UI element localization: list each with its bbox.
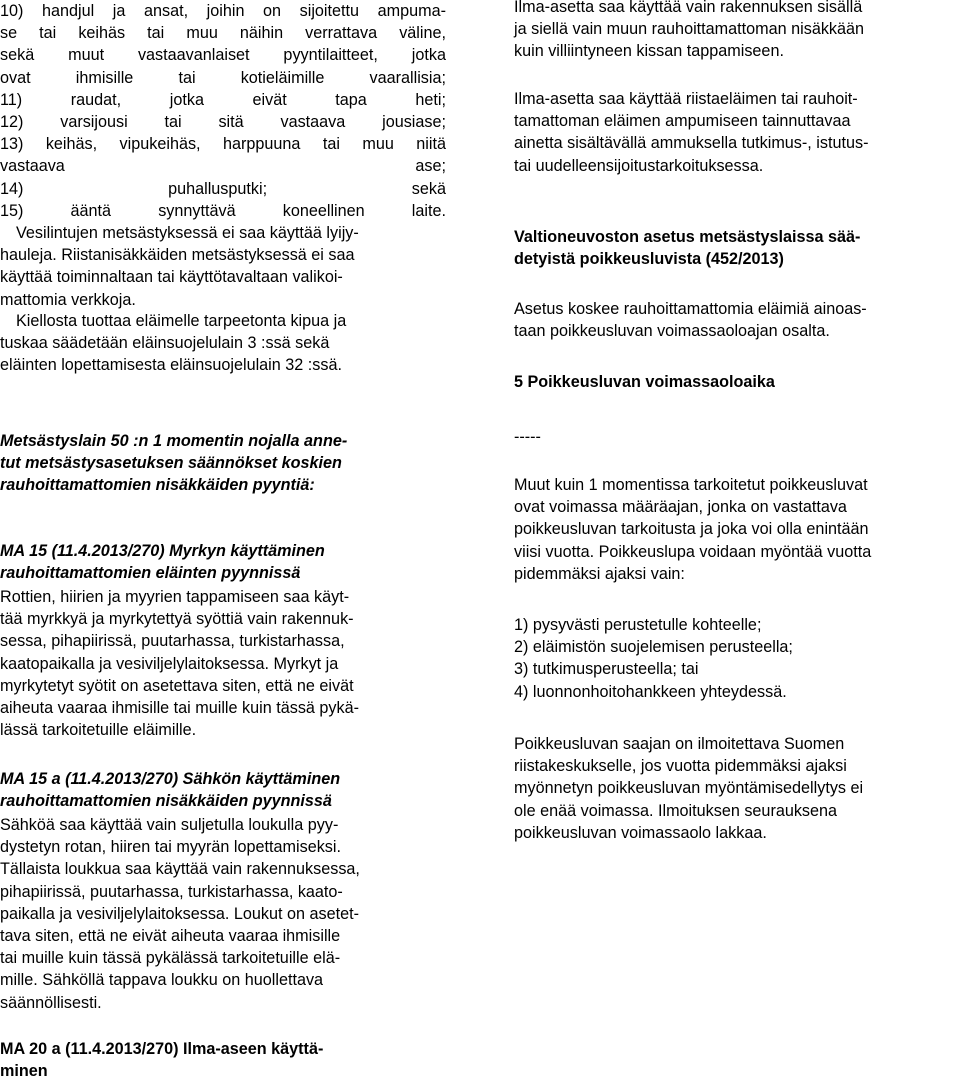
heading-line: MA 20 a (11.4.2013/270) Ilma-aseen käyttä- bbox=[0, 1040, 324, 1058]
paragraph-line: Kiellosta tuottaa eläimelle tarpeetonta kipua ja bbox=[16, 312, 347, 330]
list-line: 14) puhallusputki; sekä bbox=[0, 179, 446, 198]
ma15-heading bbox=[0, 540, 446, 584]
paragraph-line: tamattoman eläimen ampumiseen tainnuttavaa bbox=[514, 112, 851, 131]
heading-line: MA 15 a (11.4.2013/270) Sähkön käyttäminen bbox=[0, 770, 341, 788]
paragraph-line: Poikkeusluvan saajan on ilmoitettava Suomen bbox=[514, 735, 845, 753]
list-line: 11) raudat, jotka eivät tapa heti; bbox=[0, 90, 446, 109]
list-item: 1) pysyvästi perustetulle kohteelle; bbox=[514, 616, 762, 634]
list-line: se tai keihäs tai muu näihin verrattava väline, bbox=[0, 24, 446, 43]
paragraph-line: hauleja. Riistanisäkkäiden metsästyksessä ei saa bbox=[0, 246, 355, 265]
ma15a-heading bbox=[0, 768, 446, 812]
list-item: 3) tutkimusperusteella; tai bbox=[514, 660, 699, 679]
list-line: 10) handjul ja ansat, joihin on sijoitettu ampuma- bbox=[0, 2, 446, 20]
paragraph-line: tai muille kuin tässä pykälässä tarkoitetuille elä- bbox=[0, 949, 341, 968]
decree-scope-paragraph bbox=[514, 298, 960, 342]
paragraph-line: mille. Sähköllä tappava loukku on huollettava bbox=[0, 971, 324, 990]
paragraph-line: ja siellä vain muun rauhoittamattoman nisäkkään bbox=[514, 20, 865, 39]
paragraph-line: sessa, pihapiirissä, puutarhassa, turkistarhassa, bbox=[0, 632, 345, 651]
paragraph-line: Muut kuin 1 momentissa tarkoitetut poikkeusluvat bbox=[514, 476, 868, 494]
paragraph-line: Vesilintujen metsästyksessä ei saa käyttää lyijy- bbox=[16, 224, 359, 242]
paragraph-line: paikalla ja vesiviljelylaitoksessa. Loukut on asetet- bbox=[0, 904, 360, 923]
paragraph-line: Tällaista loukkua saa käyttää vain rakennuksessa, bbox=[0, 860, 360, 879]
paragraph-line: pidemmäksi ajaksi vain: bbox=[514, 564, 685, 583]
ma15-body bbox=[0, 586, 446, 741]
paragraph-line: Asetus koskee rauhoittamattomia eläimiä ainoas- bbox=[514, 300, 867, 318]
paragraph-line: myrkytetyt syötit on asetettava siten, että ne eivät bbox=[0, 676, 354, 695]
paragraph-line: lässä tarkoitetuille eläimille. bbox=[0, 721, 197, 740]
section-50-heading bbox=[0, 430, 446, 497]
paragraph-line: taan poikkeusluvan voimassaoloajan osalta. bbox=[514, 322, 830, 341]
heading-line: Metsästyslain 50 :n 1 momentin nojalla anne- bbox=[0, 432, 348, 450]
government-decree-heading bbox=[514, 226, 960, 270]
paragraph-line: tai uudelleensijoitustarkoituksessa. bbox=[514, 156, 764, 175]
list-item: 2) eläimistön suojelemisen perusteella; bbox=[514, 638, 793, 657]
paragraph-line: kaatopaikalla ja vesiviljelylaitoksessa. Myrkyt ja bbox=[0, 654, 339, 673]
paragraph-line: kuin villiintyneen kissan tappamiseen. bbox=[514, 42, 784, 61]
heading-line: tut metsästysasetuksen säännökset koskien bbox=[0, 454, 342, 473]
omission-dashes bbox=[514, 426, 960, 448]
paragraph-line: eläinten lopettamisesta eläinsuojelulain 32 :ssä. bbox=[0, 356, 342, 375]
validity-paragraph bbox=[514, 474, 960, 585]
paragraph-line: ainetta sisältävällä ammuksella tutkimus-, istutus- bbox=[514, 134, 869, 153]
paragraph-line: aiheuta vaaraa ihmisille tai muille kuin tässä pykä- bbox=[0, 699, 359, 718]
notification-paragraph bbox=[514, 733, 960, 844]
paragraph-line: ole enää voimassa. Ilmoituksen seurauksena bbox=[514, 801, 838, 820]
paragraph-line: Ilma-asetta saa käyttää riistaeläimen tai rauhoit- bbox=[514, 90, 858, 108]
paragraph-line: Sähköä saa käyttää vain suljetulla loukulla pyy- bbox=[0, 816, 339, 834]
list-line: sekä muut vastaavanlaiset pyyntilaitteet, jotka bbox=[0, 46, 446, 65]
paragraph-line: ovat voimassa määräajan, jonka on vastattava bbox=[514, 498, 847, 517]
air-gun-paragraph-2 bbox=[514, 88, 960, 177]
heading-line: MA 15 (11.4.2013/270) Myrkyn käyttäminen bbox=[0, 542, 325, 560]
heading-line: 5 Poikkeusluvan voimassaoloaika bbox=[514, 373, 775, 391]
paragraph-line: myönnetyn poikkeusluvan myöntämisedellytys ei bbox=[514, 779, 864, 798]
list-line: ovat ihmisille tai kotieläimille vaarallisia; bbox=[0, 68, 446, 87]
forbidden-methods-list bbox=[0, 0, 446, 222]
list-line: 15) ääntä synnyttävä koneellinen laite. bbox=[0, 201, 446, 220]
heading-line: rauhoittamattomien nisäkkäiden pyyntiä: bbox=[0, 476, 315, 495]
animal-welfare-paragraph bbox=[0, 310, 446, 377]
paragraph-line: tää myrkkyä ja myrkytettyä syöttiä vain rakennuk- bbox=[0, 610, 354, 629]
air-gun-paragraph-1 bbox=[514, 0, 960, 63]
heading-line: rauhoittamattomien eläinten pyynnissä bbox=[0, 564, 301, 583]
paragraph-line: tava siten, että ne eivät aiheuta vaaraa ihmisille bbox=[0, 927, 341, 946]
paragraph-line: Ilma-asetta saa käyttää vain rakennuksen sisällä bbox=[514, 0, 863, 16]
dashes-line: ----- bbox=[514, 428, 541, 446]
paragraph-line: poikkeusluvan voimassaolo lakkaa. bbox=[514, 823, 767, 842]
paragraph-line: säännöllisesti. bbox=[0, 993, 102, 1012]
paragraph-line: käyttää toiminnaltaan tai käyttötavaltaan valikoi- bbox=[0, 268, 343, 287]
paragraph-line: riistakeskukselle, jos vuotta pidemmäksi ajaksi bbox=[514, 757, 847, 776]
ma15a-body bbox=[0, 814, 446, 1014]
list-line: 12) varsijousi tai sitä vastaava jousiase; bbox=[0, 113, 446, 132]
paragraph-line: poikkeusluvan tarkoitusta ja joka voi olla enintään bbox=[514, 520, 869, 539]
list-line: vastaava ase; bbox=[0, 157, 446, 176]
lead-shot-paragraph bbox=[0, 222, 446, 311]
paragraph-line: Rottien, hiirien ja myyrien tappamiseen saa käyt- bbox=[0, 588, 350, 606]
ma20a-heading bbox=[0, 1038, 446, 1082]
heading-line: rauhoittamattomien nisäkkäiden pyynnissä bbox=[0, 792, 332, 811]
heading-line: minen bbox=[0, 1062, 48, 1081]
list-item: 4) luonnonhoitohankkeen yhteydessä. bbox=[514, 682, 787, 701]
paragraph-line: tuskaa säädetään eläinsuojelulain 3 :ssä sekä bbox=[0, 334, 330, 353]
paragraph-line: mattomia verkkoja. bbox=[0, 290, 136, 309]
section-5-heading bbox=[514, 371, 960, 393]
paragraph-line: dystetyn rotan, hiiren tai myyrän lopettamiseksi. bbox=[0, 838, 341, 857]
list-line: 13) keihäs, vipukeihäs, harppuuna tai muu niitä bbox=[0, 135, 446, 154]
heading-line: detyistä poikkeusluvista (452/2013) bbox=[514, 250, 784, 269]
heading-line: Valtioneuvoston asetus metsästyslaissa sää- bbox=[514, 228, 861, 246]
paragraph-line: viisi vuotta. Poikkeuslupa voidaan myöntää vuotta bbox=[514, 542, 872, 561]
grounds-list bbox=[514, 614, 960, 703]
paragraph-line: pihapiirissä, puutarhassa, turkistarhassa, kaato- bbox=[0, 882, 343, 901]
